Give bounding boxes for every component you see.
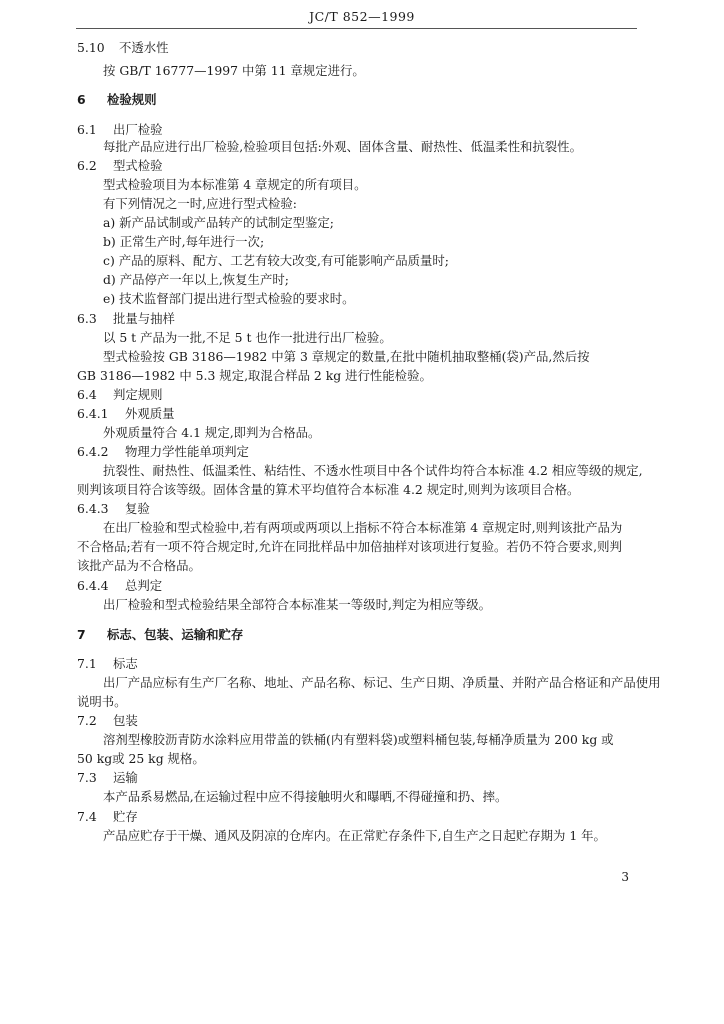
- clause-7-4-heading: [77, 809, 138, 825]
- clause-title: 型式检验: [113, 158, 163, 173]
- clause-number: 6.2: [77, 158, 97, 173]
- clause-5-10-body: 按 GB/T 16777—1997 中第 11 章规定进行。: [103, 63, 365, 78]
- clause-6-2-body-1: 型式检验项目为本标准第 4 章规定的所有项目。: [103, 177, 367, 192]
- clause-number: 6.4.2: [77, 444, 109, 459]
- clause-title: 不透水性: [119, 40, 169, 55]
- clause-7-2-heading: [77, 713, 138, 729]
- clause-6-3-body-1: 以 5 t 产品为一批,不足 5 t 也作一批进行出厂检验。: [103, 330, 392, 345]
- standard-code-header: JC/T 852—1999: [309, 9, 415, 24]
- clause-6-4-3-body-3: 该批产品为不合格品。: [77, 558, 201, 573]
- clause-7-2-body-1: 溶剂型橡胶沥青防水涂料应用带盖的铁桶(内有塑料袋)或塑料桶包装,每桶净质量为 200 kg 或: [103, 732, 614, 747]
- page-number: 3: [621, 870, 629, 884]
- clause-7-1-body-2: 说明书。: [77, 694, 127, 709]
- clause-number: 6.1: [77, 122, 97, 137]
- clause-7-1-body-1: 出厂产品应标有生产厂名称、地址、产品名称、标记、生产日期、净质量、并附产品合格证和产品使用: [103, 675, 661, 690]
- list-item-b: b) 正常生产时,每年进行一次;: [103, 234, 265, 249]
- section-title: 检验规则: [107, 92, 157, 107]
- header-rule: [76, 28, 637, 29]
- clause-6-1-body: 每批产品应进行出厂检验,检验项目包括:外观、固体含量、耐热性、低温柔性和抗裂性。: [103, 139, 582, 154]
- clause-5-10-heading: [77, 40, 169, 56]
- clause-6-4-2-heading: [77, 444, 249, 460]
- clause-6-4-3-body-2: 不合格品;若有一项不符合规定时,允许在同批样品中加倍抽样对该项进行复验。若仍不符合要求,则判: [77, 539, 622, 554]
- clause-6-4-2-body-1: 抗裂性、耐热性、低温柔性、粘结性、不透水性项目中各个试件均符合本标准 4.2 相应等级的规定,: [103, 463, 643, 478]
- clause-6-3-body-2a: 型式检验按 GB 3186—1982 中第 3 章规定的数量,在批中随机抽取整桶(袋)产品,然后按: [103, 349, 590, 364]
- clause-number: 6.3: [77, 311, 97, 326]
- clause-number: 5.10: [77, 40, 105, 55]
- clause-7-1-heading: [77, 656, 138, 672]
- clause-6-4-4-heading: [77, 578, 162, 594]
- clause-title: 总判定: [125, 578, 163, 593]
- section-6-heading: [77, 92, 157, 108]
- clause-number: 7.3: [77, 770, 97, 785]
- list-item-e: e) 技术监督部门提出进行型式检验的要求时。: [103, 291, 355, 306]
- clause-6-4-1-heading: [77, 406, 175, 422]
- section-title: 标志、包装、运输和贮存: [107, 627, 244, 642]
- clause-6-4-3-heading: [77, 501, 150, 517]
- list-item-d: d) 产品停产一年以上,恢复生产时;: [103, 272, 289, 287]
- clause-title: 判定规则: [113, 387, 163, 402]
- clause-number: 6.4.3: [77, 501, 109, 516]
- clause-number: 7.2: [77, 713, 97, 728]
- section-number: 6: [77, 92, 86, 107]
- clause-7-2-body-2: 50 kg或 25 kg 规格。: [77, 751, 205, 766]
- list-item-a: a) 新产品试制或产品转产的试制定型鉴定;: [103, 215, 334, 230]
- clause-6-4-4-body: 出厂检验和型式检验结果全部符合本标准某一等级时,判定为相应等级。: [103, 597, 492, 612]
- clause-number: 6.4.1: [77, 406, 109, 421]
- list-item-c: c) 产品的原料、配方、工艺有较大改变,有可能影响产品质量时;: [103, 253, 449, 268]
- clause-7-4-body: 产品应贮存于干燥、通风及阴凉的仓库内。在正常贮存条件下,自生产之日起贮存期为 1 年。: [103, 828, 606, 843]
- clause-6-3-body-2b: GB 3186—1982 中 5.3 规定,取混合样品 2 kg 进行性能检验。: [77, 368, 432, 383]
- clause-number: 6.4: [77, 387, 97, 402]
- clause-6-4-3-body-1: 在出厂检验和型式检验中,若有两项或两项以上指标不符合本标准第 4 章规定时,则判该批产品为: [103, 520, 623, 535]
- clause-title: 贮存: [113, 809, 138, 824]
- clause-title: 复验: [125, 501, 150, 516]
- clause-7-3-heading: [77, 770, 138, 786]
- clause-title: 出厂检验: [113, 122, 163, 137]
- clause-title: 物理力学性能单项判定: [125, 444, 249, 459]
- section-number: 7: [77, 627, 86, 642]
- clause-7-3-body: 本产品系易燃品,在运输过程中应不得接触明火和曝晒,不得碰撞和扔、摔。: [103, 789, 508, 804]
- clause-6-2-heading: [77, 158, 163, 174]
- clause-title: 批量与抽样: [113, 311, 175, 326]
- clause-6-4-heading: [77, 387, 163, 403]
- clause-title: 运输: [113, 770, 138, 785]
- clause-number: 6.4.4: [77, 578, 109, 593]
- clause-title: 标志: [113, 656, 138, 671]
- clause-number: 7.1: [77, 656, 97, 671]
- clause-6-1-heading: [77, 122, 163, 138]
- clause-6-2-body-2: 有下列情况之一时,应进行型式检验:: [103, 196, 297, 211]
- clause-number: 7.4: [77, 809, 97, 824]
- clause-title: 外观质量: [125, 406, 175, 421]
- section-7-heading: [77, 627, 243, 643]
- clause-6-4-1-body: 外观质量符合 4.1 规定,即判为合格品。: [103, 425, 321, 440]
- clause-title: 包装: [113, 713, 138, 728]
- clause-6-3-heading: [77, 311, 175, 327]
- clause-6-4-2-body-2: 则判该项目符合该等级。固体含量的算术平均值符合本标准 4.2 规定时,则判为该项目合格。: [77, 482, 580, 497]
